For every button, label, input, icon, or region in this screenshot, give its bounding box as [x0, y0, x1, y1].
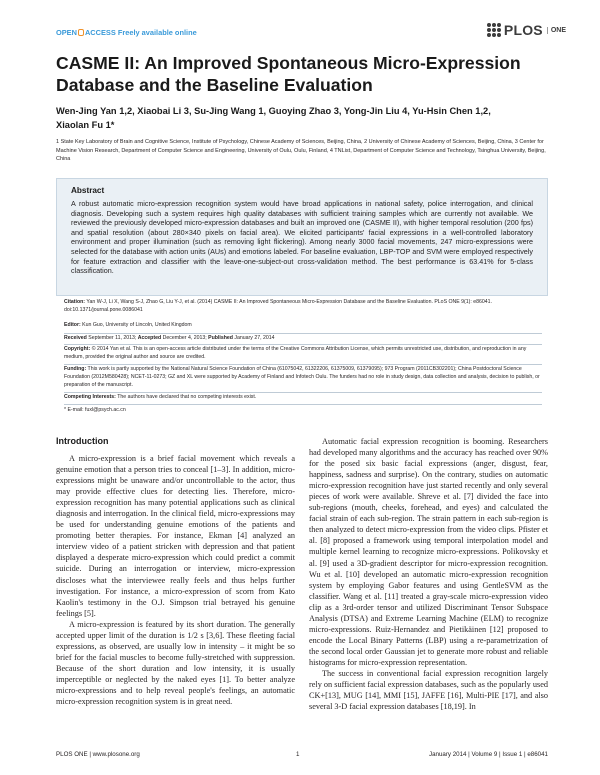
divider [64, 392, 542, 393]
divider [64, 333, 542, 334]
citation-label: Citation: [64, 299, 86, 305]
author-line-2: Xiaolan Fu 1* [56, 120, 115, 130]
copyright-label: Copyright: [64, 346, 91, 352]
affiliations: 1 State Key Laboratory of Brain and Cognitive Science, Institute of Psychology, Chinese Academy of Sciences, Beijing, China, 2 University of Chinese Academy of Sciences, Beijing, China, 3 Center for Machine Vision Research, Department of Computer Science and Engineering, University of Oulu, Oulu, Finland, 4 TNList, Department of Computer Science and Technology, Tsinghua University, Beijing, China [56, 139, 546, 163]
editor-text: Kun Guo, University of Lincoln, United Kingdom [82, 322, 192, 328]
divider [64, 364, 542, 365]
footer-journal: PLOS ONE | www.plosone.org [56, 751, 140, 758]
copyright-text: © 2014 Yan et al. This is an open-access article distributed under the terms of the Creative Commons Attribution License, which permits unrestricted use, distribution, and reproduction in any medium, provided the original author and source are credited. [64, 346, 527, 360]
journal-name: PLOS [503, 22, 543, 38]
corresponding-email: * E-mail: fuxl@psych.ac.cn [64, 407, 126, 413]
freely-available-text: Freely available online [117, 28, 197, 37]
citation [64, 299, 542, 315]
paragraph: A micro-expression is featured by its short duration. The generally accepted upper limit of the duration is 1/2 s [3,6]. These fleeting facial expressions, as observed, are usually low in intensity – it might be so brief for the facial muscles to become fully-stretched with suppression. Because of the short duration and low intensity, it is usually imperceptible or neglected by the naked eyes [1]. To better analyze micro-expressions and to help reveal people's feelings, an automatic micro-expression recognition system is in great need. [56, 619, 295, 707]
open-access-label [56, 28, 197, 37]
paragraph: A micro-expression is a brief facial movement which reveals a genuine emotion that a person tries to conceal [1–3]. In addition, micro-expressions might be unaware and/or uncontrollable to the actor, thus may provide effective clues for detecting lies. Therefore, micro-expression recognition has many potential applications such as clinical diagnosis and interrogation. In the clinical field, micro-expressions may be used for understanding genuine emotions of the patients and promoting better therapies. For instance, Ekman [4] analyzed an interview video of a patient stricken with depression and that patient displayed a desperate micro-expression which could predict a commit suicide. During an interrogation or interview, micro-expression discloses what the interviewee really feels and thus helps further investigation. For instance, a micro-expression of scorn from Kato Kaolin's testimony in the O.J. Simpson trial betrayed his genuine feelings [5]. [56, 454, 295, 618]
abstract-text: A robust automatic micro-expression recognition system would have broad applications in national safety, police interrogation, and clinical diagnosis. Developing such a system requires high quality databases with sufficient training samples which are currently not available. We reviewed the previously developed micro-expression databases and built an improved one (CASME II), with higher temporal resolution (200 fps) and spatial resolution (about 280×340 pixels on facial area). We elicited participants' facial expressions in a well-controlled laboratory environment and proper illumination (such as removing light flickering). Among nearly 3000 facial movements, 247 micro-expressions were selected for the database with action units (AUs) and emotions labeled. For baseline evaluation, LBP-TOP and SVM were employed respectively for feature extraction and classifier with the leave-one-subject-out cross-validation method. The best performance is 63.41% for 5-class classification. [71, 199, 533, 276]
divider [64, 404, 542, 405]
received-label: Received [64, 335, 87, 341]
journal-tag: ONE [547, 27, 566, 34]
competing-text: The authors have declared that no competing interests exist. [117, 394, 257, 400]
right-column [309, 436, 548, 712]
journal-logo [487, 22, 566, 38]
author-list [56, 104, 556, 132]
dates [64, 335, 542, 343]
access-text: ACCESS [84, 28, 116, 37]
paper-title: CASME II: An Improved Spontaneous Micro-Expression Database and the Baseline Evaluation [56, 53, 521, 95]
citation-text: Yan W-J, Li X, Wang S-J, Zhao G, Liu Y-J, et al. (2014) CASME II: An Improved Spontaneous Micro-Expression Database and the Baseline Evaluation. PLoS ONE 9(1): e86041. doi:10.1371/journal.pone.0086041 [64, 299, 493, 313]
funding [64, 366, 542, 389]
page-number: 1 [296, 751, 300, 758]
divider [64, 344, 542, 345]
paragraph: Automatic facial expression recognition is booming. Researchers had developed many algorithms and the accuracy has reached over 90% for the posed six basic facial expressions (anger, disgust, fear, happiness, sadness and surprise). On the contrary, studies on automatic micro-expression recognition have just started recently and only several pieces of work were available. Shreve et al. [7] divided the face into sub-regions (mouth, cheeks, forehead, and eyes) and calculated the facial strain of each sub-region. The strain pattern in each sub-region is then analyzed to detect micro-expression from the video clips. Pfister et al. [8] proposed a framework using temporal interpolation model and multiple kernel learning to recognize micro-expressions. Polikovsky et al. [9] used a 3D-gradient descriptor for micro-expression recognition. Wu et al. [10] developed an automatic micro-expression recognition system by employing Gabor features and using GentleSVM as the classifier. Wang et al. [11] treated a gray-scale micro-expression video clip as a 3rd-order tensor and utilized Discriminant Tensor Subspace Analysis (DTSA) and Extreme Learning Machine (ELM) to recognize micro-expressions. Ruiz-Hernandez and Pietikäinen [12] proposed to encode the Local Binary Patterns (LBP) using a re-parametrization of the second local order Gaussian jet to generate more robust and reliable histograms for micro-expression representation. [309, 437, 548, 667]
competing-interests [64, 394, 542, 402]
published-label: Published [208, 335, 233, 341]
open-text: OPEN [56, 28, 77, 37]
footer-issue: January 2014 | Volume 9 | Issue 1 | e86041 [428, 751, 548, 758]
abstract-heading: Abstract [71, 186, 105, 195]
plos-dots-icon [487, 23, 501, 37]
author-line-1: Wen-Jing Yan 1,2, Xiaobai Li 3, Su-Jing Wang 1, Guoying Zhao 3, Yong-Jin Liu 4, Yu-Hsin Chen 1,2, [56, 106, 491, 116]
abstract-box [56, 178, 548, 296]
copyright [64, 346, 542, 362]
editor [64, 322, 542, 330]
accepted-label: Accepted [137, 335, 162, 341]
received-date: September 11, 2013; [88, 335, 137, 341]
funding-label: Funding: [64, 366, 87, 372]
section-heading: Introduction [56, 436, 109, 446]
funding-text: This work is partly supported by the National Natural Science Foundation of China (61075042, 61322206, 61375009, 61379095); 973 Program (2011CB302201); China Postdoctoral Science Foundation (2012M580428); NCET-11-0273; GZ and XL were supported by Academy of Finland and Infotech Oulu. The funders had no role in study design, data collection and analysis, decision to publish, or preparation of the manuscript. [64, 366, 540, 388]
open-access-lock-icon [78, 29, 84, 36]
accepted-date: December 4, 2013; [162, 335, 207, 341]
left-column [56, 453, 295, 707]
competing-label: Competing Interests: [64, 394, 116, 400]
editor-label: Editor: [64, 322, 81, 328]
published-date: January 27, 2014 [234, 335, 275, 341]
paragraph: The success in conventional facial expression recognition largely rely on sufficient facial expression databases, such as the popularly used CK+[13], MUG [14], MMI [15], JAFFE [16], Multi-PIE [17], and also several 3-D facial expression databases [18,19]. In [309, 668, 548, 712]
